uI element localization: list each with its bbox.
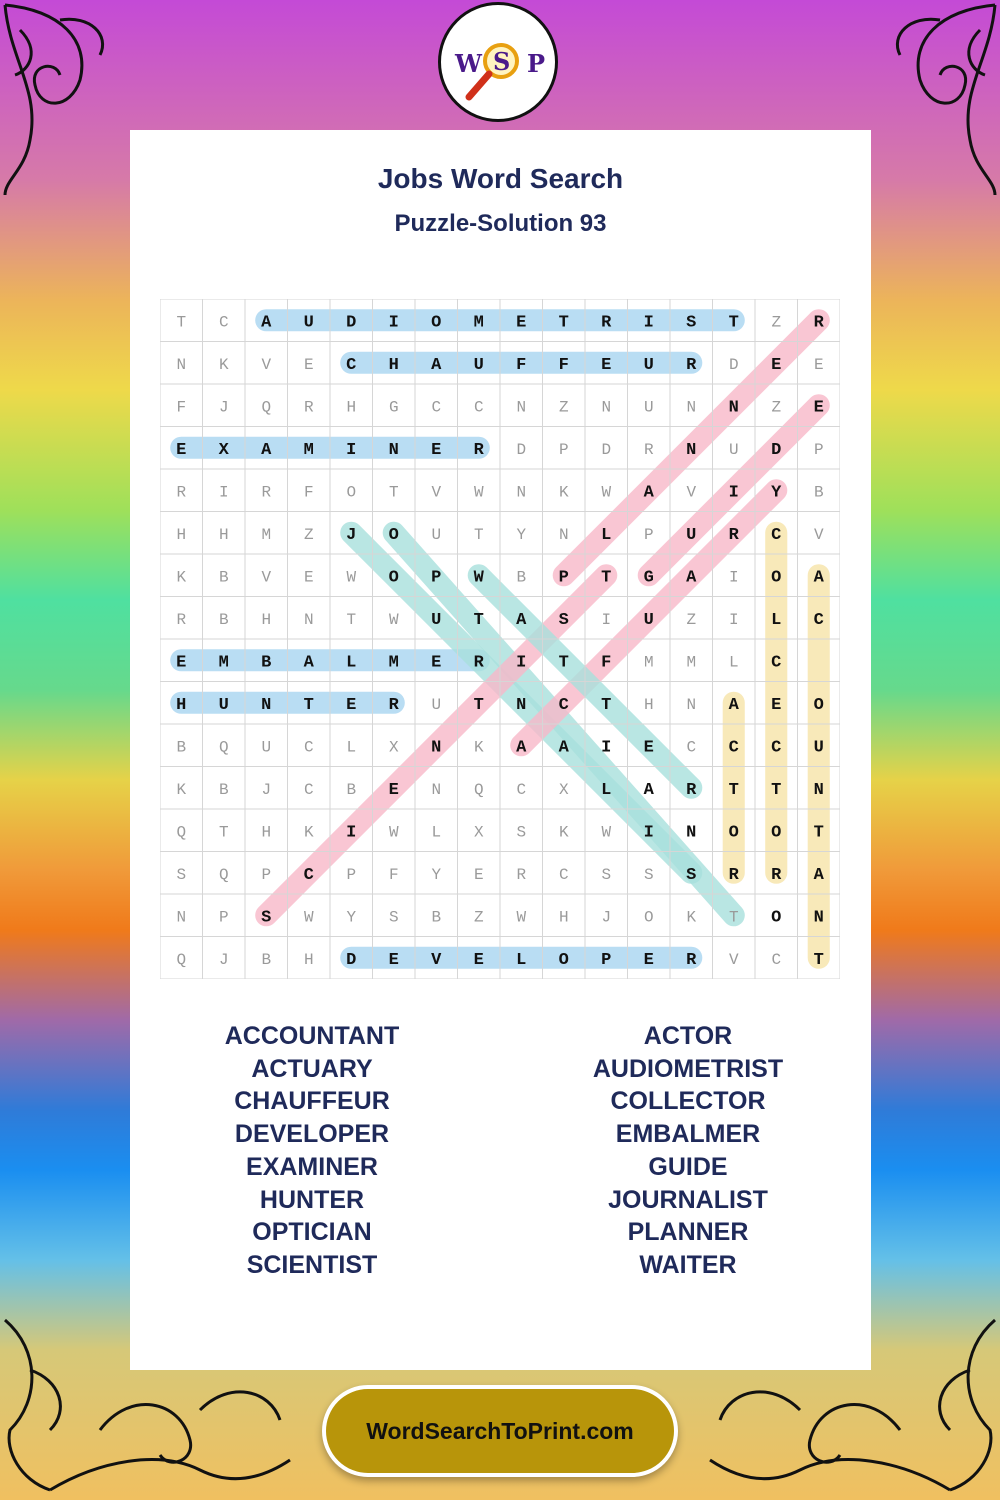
grid-letter: R	[473, 653, 484, 673]
grid-letter: N	[686, 398, 697, 417]
grid-letter: K	[176, 568, 187, 587]
grid-letter: Z	[473, 908, 484, 927]
grid-letter: L	[728, 653, 739, 672]
grid-letter: B	[261, 653, 272, 673]
grid-letter: K	[176, 780, 187, 799]
grid-letter: C	[303, 738, 314, 757]
grid-letter: C	[686, 738, 697, 757]
grid-letter: P	[218, 908, 229, 927]
grid-letter: R	[261, 483, 272, 502]
corner-ornament-top-left	[0, 0, 130, 200]
grid-letter: U	[261, 738, 272, 757]
grid-letter: T	[601, 568, 612, 588]
grid-letter: H	[643, 695, 654, 714]
grid-letter: D	[346, 950, 357, 970]
grid-letter: D	[771, 440, 782, 460]
grid-letter: S	[601, 865, 612, 884]
grid-letter: N	[728, 398, 739, 418]
grid-letter: U	[643, 398, 654, 417]
grid-letter: U	[643, 355, 654, 375]
grid-letter: X	[473, 823, 484, 842]
grid-letter: M	[473, 313, 484, 333]
grid-letter: P	[643, 525, 654, 544]
grid-letter: O	[813, 695, 824, 715]
grid-letter: E	[771, 695, 782, 715]
grid-letter: B	[176, 738, 187, 757]
grid-letter: T	[728, 780, 739, 800]
grid-letter: M	[303, 440, 314, 460]
grid-letter: B	[516, 568, 527, 587]
grid-letter: A	[643, 780, 654, 800]
grid-letter: C	[303, 865, 314, 885]
grid-letter: C	[431, 398, 442, 417]
grid-letter: Z	[686, 610, 697, 629]
grid-letter: M	[218, 653, 229, 673]
grid-letter: S	[686, 313, 697, 333]
grid-letter: J	[601, 908, 612, 927]
grid-letter: T	[473, 525, 484, 544]
word-list-item: ACTUARY	[251, 1054, 373, 1083]
grid-letter: R	[813, 313, 824, 333]
grid-letter: R	[388, 695, 399, 715]
grid-letter: L	[516, 950, 527, 970]
grid-letter: L	[346, 738, 357, 757]
grid-letter: L	[771, 610, 782, 630]
grid-letter: O	[388, 568, 399, 588]
grid-letter: C	[771, 950, 782, 969]
word-list-item: DEVELOPER	[234, 1120, 390, 1149]
grid-letter: R	[771, 865, 782, 885]
footer-site-label: WordSearchToPrint.com	[366, 1417, 634, 1444]
grid-letter: P	[558, 440, 569, 459]
grid-letter: C	[303, 780, 314, 799]
grid-letter: R	[303, 398, 314, 417]
grid-letter: I	[346, 823, 357, 843]
grid-letter: R	[473, 440, 484, 460]
grid-letter: V	[813, 525, 824, 544]
grid-letter: H	[303, 950, 314, 969]
grid-letter: T	[601, 695, 612, 715]
grid-letter: R	[601, 313, 612, 333]
grid-letter: A	[431, 355, 442, 375]
grid-letter: N	[686, 823, 697, 843]
grid-letter: E	[431, 653, 442, 673]
grid-letter: A	[558, 738, 569, 758]
grid-letter: K	[558, 483, 569, 502]
grid-letter: A	[261, 440, 272, 460]
grid-letter: A	[261, 313, 272, 333]
grid-letter: O	[558, 950, 569, 970]
grid-letter: O	[643, 908, 654, 927]
word-list-item: EMBALMER	[615, 1120, 761, 1149]
grid-letter: P	[558, 568, 569, 588]
grid-letter: Y	[771, 483, 782, 503]
grid-letter: R	[516, 865, 527, 884]
page-title: Jobs Word Search	[377, 163, 624, 194]
grid-letter: N	[516, 398, 527, 417]
grid-letter: O	[346, 483, 357, 502]
word-list-item: PLANNER	[627, 1218, 749, 1247]
grid-letter: E	[431, 440, 442, 460]
grid-letter: F	[558, 355, 569, 375]
grid-letter: N	[558, 525, 569, 544]
grid-letter: J	[261, 780, 272, 799]
grid-letter: E	[643, 738, 654, 758]
grid-letter: C	[771, 653, 782, 673]
grid-letter: S	[176, 865, 187, 884]
grid-letter: T	[558, 313, 569, 333]
grid-letter: X	[388, 738, 399, 757]
grid-letter: X	[558, 780, 569, 799]
grid-letter: D	[346, 313, 357, 333]
grid-letter: V	[728, 950, 739, 969]
grid-letter: O	[431, 313, 442, 333]
grid-letter: W	[346, 568, 357, 587]
grid-letter: T	[303, 695, 314, 715]
grid-letter: S	[643, 865, 654, 884]
grid-letter: A	[728, 695, 739, 715]
grid-letter: V	[431, 950, 442, 970]
grid-letter: A	[516, 610, 527, 630]
grid-letter: W	[601, 483, 612, 502]
grid-letter: I	[388, 313, 399, 333]
grid-letter: J	[346, 525, 357, 545]
grid-letter: P	[431, 568, 442, 588]
grid-letter: N	[686, 695, 697, 714]
grid-letter: F	[601, 653, 612, 673]
grid-letter: A	[813, 865, 824, 885]
grid-letter: K	[303, 823, 314, 842]
logo-letter-w: W	[455, 49, 482, 78]
grid-letter: H	[176, 525, 187, 544]
grid-letter: S	[558, 610, 569, 630]
grid-letter: V	[431, 483, 442, 502]
grid-letter: N	[303, 610, 314, 629]
grid-letter: L	[601, 525, 612, 545]
grid-letter: E	[771, 355, 782, 375]
grid-letter: S	[388, 908, 399, 927]
grid-letter: K	[558, 823, 569, 842]
grid-letter: A	[643, 483, 654, 503]
word-list-item: HUNTER	[259, 1185, 365, 1214]
grid-letter: B	[813, 483, 824, 502]
grid-letter: C	[728, 738, 739, 758]
grid-letter: N	[516, 483, 527, 502]
word-list-item: EXAMINER	[246, 1152, 378, 1181]
grid-letter: B	[218, 780, 229, 799]
grid-letter: C	[813, 610, 824, 630]
grid-letter: S	[686, 865, 697, 885]
word-list-item: ACCOUNTANT	[224, 1022, 400, 1050]
grid-letter: R	[176, 483, 187, 502]
grid-letter: E	[388, 950, 399, 970]
grid-letter: V	[686, 483, 697, 502]
grid-letter: U	[431, 610, 442, 630]
grid-letter: S	[261, 908, 272, 928]
grid-letter: R	[686, 950, 697, 970]
footer-site-link[interactable]	[322, 1385, 678, 1477]
word-list-item: GUIDE	[648, 1152, 728, 1181]
grid-letter: R	[176, 610, 187, 629]
grid-letter: U	[686, 525, 697, 545]
grid-letter: N	[813, 908, 824, 928]
grid-letter: N	[431, 738, 442, 758]
grid-letter: N	[431, 780, 442, 799]
grid-letter: T	[346, 610, 357, 629]
grid-letter: H	[388, 355, 399, 375]
grid-letter: F	[516, 355, 527, 375]
grid-letter: A	[516, 738, 527, 758]
grid-letter: X	[218, 440, 229, 460]
corner-ornament-top-right	[870, 0, 1000, 200]
grid-letter: C	[771, 738, 782, 758]
grid-letter: B	[261, 950, 272, 969]
grid-letter: Y	[516, 525, 527, 544]
grid-letter: Z	[558, 398, 569, 417]
word-list-item: WAITER	[639, 1250, 737, 1279]
grid-letter: V	[261, 568, 272, 587]
grid-letter: I	[643, 313, 654, 333]
grid-letter: R	[686, 780, 697, 800]
grid-letter: O	[771, 823, 782, 843]
grid-letter: W	[303, 908, 314, 927]
grid-letter: B	[218, 610, 229, 629]
grid-letter: O	[771, 908, 782, 928]
grid-letter: C	[771, 525, 782, 545]
grid-letter: N	[176, 355, 187, 374]
grid-letter: W	[516, 908, 527, 927]
grid-letter: D	[601, 440, 612, 459]
grid-letter: I	[728, 483, 739, 503]
grid-letter: N	[686, 440, 697, 460]
grid-letter: T	[388, 483, 399, 502]
wsp-logo	[438, 2, 558, 122]
grid-letter: W	[601, 823, 612, 842]
grid-letter: M	[261, 525, 272, 544]
grid-letter: U	[643, 610, 654, 630]
grid-letter: B	[218, 568, 229, 587]
grid-letter: W	[473, 483, 484, 502]
grid-canvas	[160, 299, 840, 979]
grid-letter: C	[558, 695, 569, 715]
grid-letter: R	[728, 525, 739, 545]
grid-letter: U	[431, 525, 442, 544]
grid-letter: M	[388, 653, 399, 673]
grid-letter: E	[473, 865, 484, 884]
word-list-item: AUDIOMETRIST	[592, 1054, 784, 1083]
grid-letter: Y	[431, 865, 442, 884]
grid-letter: N	[813, 780, 824, 800]
grid-letter: I	[516, 653, 527, 673]
grid-letter: U	[303, 313, 314, 333]
grid-letter: U	[813, 738, 824, 758]
logo-letter-p: P	[527, 49, 546, 78]
grid-letter: T	[813, 823, 824, 843]
grid-letter: B	[346, 780, 357, 799]
grid-letter: E	[303, 568, 314, 587]
grid-letter: T	[473, 695, 484, 715]
grid-letter: F	[388, 865, 399, 884]
grid-letter: G	[643, 568, 654, 588]
grid-letter: N	[516, 695, 527, 715]
grid-letter: A	[303, 653, 314, 673]
grid-letter: E	[813, 355, 824, 374]
grid-letter: Q	[176, 823, 187, 842]
grid-letter: U	[218, 695, 229, 715]
grid-letter: E	[176, 440, 187, 460]
grid-letter: J	[218, 398, 229, 417]
grid-letter: E	[473, 950, 484, 970]
grid-letter: T	[558, 653, 569, 673]
grid-letter: L	[601, 780, 612, 800]
grid-letter: D	[516, 440, 527, 459]
grid-letter: Y	[346, 908, 357, 927]
grid-letter: H	[218, 525, 229, 544]
grid-letter: Z	[771, 313, 782, 332]
word-search-grid	[160, 299, 840, 979]
grid-letter: Q	[218, 865, 229, 884]
grid-letter: I	[601, 610, 612, 629]
word-list-right	[538, 1020, 838, 1282]
grid-letter: C	[558, 865, 569, 884]
grid-letter: N	[176, 908, 187, 927]
grid-letter: H	[558, 908, 569, 927]
grid-letter: U	[431, 695, 442, 714]
grid-letter: R	[686, 355, 697, 375]
grid-letter: Z	[303, 525, 314, 544]
grid-letter: M	[643, 653, 654, 672]
grid-letter: P	[813, 440, 824, 459]
grid-letter: K	[686, 908, 697, 927]
grid-letter: E	[303, 355, 314, 374]
grid-letter: H	[176, 695, 187, 715]
grid-letter: E	[176, 653, 187, 673]
grid-letter: E	[388, 780, 399, 800]
grid-letter: H	[261, 823, 272, 842]
page-subtitle: Puzzle-Solution 93	[394, 210, 607, 237]
grid-letter: K	[218, 355, 229, 374]
grid-letter: Q	[473, 780, 484, 799]
grid-letter: Q	[176, 950, 187, 969]
grid-letter: W	[388, 610, 399, 629]
grid-letter: I	[346, 440, 357, 460]
grid-letter: C	[473, 398, 484, 417]
grid-letter: N	[601, 398, 612, 417]
grid-letter: T	[218, 823, 229, 842]
grid-letter: R	[643, 440, 654, 459]
word-list-item: ACTOR	[643, 1022, 733, 1050]
grid-letter: S	[516, 823, 527, 842]
grid-letter: L	[431, 823, 442, 842]
grid-letter: T	[813, 950, 824, 970]
grid-letter: F	[176, 398, 187, 417]
grid-letter: I	[728, 568, 739, 587]
grid-letter: I	[728, 610, 739, 629]
grid-letter: C	[346, 355, 357, 375]
grid-letter: L	[346, 653, 357, 673]
grid-letter: I	[643, 823, 654, 843]
word-list-left	[162, 1020, 462, 1282]
grid-letter: U	[728, 440, 739, 459]
grid-letter: T	[771, 780, 782, 800]
grid-letter: R	[728, 865, 739, 885]
grid-letter: T	[728, 908, 739, 927]
word-list-item: JOURNALIST	[608, 1185, 768, 1214]
word-list-item: COLLECTOR	[610, 1087, 766, 1116]
grid-letter: N	[261, 695, 272, 715]
grid-letter: E	[643, 950, 654, 970]
grid-letter: H	[346, 398, 357, 417]
word-list-item: SCIENTIST	[246, 1250, 378, 1279]
grid-letter: K	[473, 738, 484, 757]
grid-letter: Z	[771, 398, 782, 417]
logo-letter-s: S	[493, 47, 511, 76]
grid-letter: D	[728, 355, 739, 374]
grid-letter: O	[771, 568, 782, 588]
grid-letter: O	[388, 525, 399, 545]
grid-letter: I	[218, 483, 229, 502]
grid-letter: M	[686, 653, 697, 672]
grid-letter: E	[346, 695, 357, 715]
grid-letter: T	[473, 610, 484, 630]
grid-letter: P	[346, 865, 357, 884]
grid-letter: N	[388, 440, 399, 460]
word-list-item: OPTICIAN	[252, 1218, 372, 1247]
grid-letter: T	[728, 313, 739, 333]
grid-letter: T	[176, 313, 187, 332]
grid-letter: E	[516, 313, 527, 333]
grid-letter: U	[473, 355, 484, 375]
grid-letter: J	[218, 950, 229, 969]
grid-letter: W	[473, 568, 484, 588]
grid-letter: A	[686, 568, 697, 588]
grid-letter: Q	[261, 398, 272, 417]
word-list-item: CHAUFFEUR	[234, 1087, 390, 1116]
grid-letter: F	[303, 483, 314, 502]
grid-letter: P	[601, 950, 612, 970]
grid-letter: G	[388, 398, 399, 417]
grid-letter: V	[261, 355, 272, 374]
grid-letter: A	[813, 568, 824, 588]
grid-letter: C	[516, 780, 527, 799]
grid-letter: O	[728, 823, 739, 843]
grid-letter: I	[601, 738, 612, 758]
grid-letter: H	[261, 610, 272, 629]
grid-letter: E	[813, 398, 824, 418]
grid-letter: E	[601, 355, 612, 375]
grid-letter: Q	[218, 738, 229, 757]
grid-letter: B	[431, 908, 442, 927]
grid-letter: C	[218, 313, 229, 332]
grid-letter: W	[388, 823, 399, 842]
grid-letter: P	[261, 865, 272, 884]
